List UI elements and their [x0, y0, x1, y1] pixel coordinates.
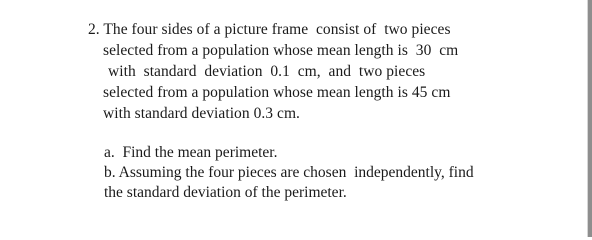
- part-a: a. Find the mean perimeter.: [104, 144, 278, 161]
- problem-line-2: selected from a population whose mean length is 30 cm: [103, 42, 459, 59]
- part-b: b. Assuming the four pieces are chosen independently, find: [104, 164, 474, 181]
- part-b-continued: the standard deviation of the perimeter.: [104, 184, 347, 201]
- problem-statement: [88, 19, 568, 124]
- problem-line-3: with standard deviation 0.1 cm, and two pieces: [108, 63, 426, 80]
- question-parts: [104, 142, 574, 202]
- problem-line-5: with standard deviation 0.3 cm.: [103, 105, 300, 122]
- problem-line-1: 2. The four sides of a picture frame consist of two pieces: [88, 21, 451, 38]
- page-edge: [588, 0, 592, 237]
- problem-line-4: selected from a population whose mean length is 45 cm: [103, 84, 451, 101]
